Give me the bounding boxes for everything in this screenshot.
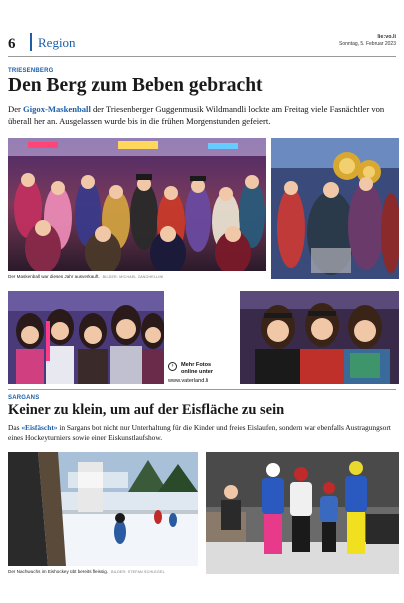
- photo-kids-skating-suits: [206, 452, 399, 574]
- masthead-site: lie:vo.li: [377, 34, 396, 40]
- article2-caption: [8, 569, 165, 574]
- photo-guggenmusik-band: [271, 138, 399, 279]
- article1-caption: [8, 274, 163, 279]
- article2-headline: Keiner zu klein, um auf der Eisfläche zu sein: [8, 402, 285, 418]
- more-photos-line1: Mehr Fotos: [181, 362, 212, 368]
- lead-text-rest: in Sargans bot nicht nur Unterhaltung für die Kinder und freies Eislaufen, sondern war ebenfalls Austragungsort eines Hockeyturniers sowie einer Eiskunstlaufshow.: [8, 423, 391, 442]
- article1-lead: [8, 103, 400, 127]
- photo-ice-hockey-kids: [8, 452, 198, 566]
- article1-kicker: TRIESENBERG: [8, 68, 54, 74]
- arrow-right-icon: ›: [168, 362, 177, 371]
- article-divider: [8, 389, 396, 390]
- article1-headline: Den Berg zum Beben gebracht: [8, 75, 263, 96]
- caption-text: Der Nachwuchs im Eishockey übt bereits fleissig.: [8, 569, 109, 574]
- more-photos-line2: online unter: [181, 369, 214, 375]
- more-photos-promo[interactable]: [168, 362, 230, 385]
- lead-text-rest: der Triesenberger Guggenmusik Wildmandli lockte am Freitag viele Fasnächtler von überall her an. Ausgelassen wurde bis in die frühen Morgenstunden gefeiert.: [8, 104, 385, 126]
- article2-lead: [8, 423, 400, 443]
- photo-credit: BILDER: STEFAN SCHLEGEL: [111, 570, 165, 574]
- header-rule: [8, 56, 396, 57]
- page-number: 6: [8, 36, 16, 52]
- more-photos-url[interactable]: www.vaterland.li: [168, 378, 209, 384]
- lead-text: Das: [8, 423, 22, 432]
- lead-highlight-link[interactable]: Gigox-Maskenball: [23, 104, 91, 114]
- photo-masked-ball-crowd: [8, 138, 266, 271]
- lead-highlight-link[interactable]: «Eisfäscht»: [21, 423, 58, 432]
- lead-text: Der: [8, 104, 24, 114]
- photo-credit: BILDER: MICHAEL ZANGHELLINI: [102, 275, 164, 279]
- section-title: Region: [38, 35, 76, 50]
- masthead: [339, 34, 396, 48]
- section-divider: [30, 33, 32, 51]
- photo-three-women: [240, 291, 399, 384]
- issue-date: Sonntag, 5. Februar 2023: [339, 41, 396, 47]
- caption-text: Der Maskenball war dieses Jahr ausverkauft.: [8, 274, 100, 279]
- article2-kicker: SARGANS: [8, 395, 40, 401]
- photo-young-women-group: [8, 291, 164, 384]
